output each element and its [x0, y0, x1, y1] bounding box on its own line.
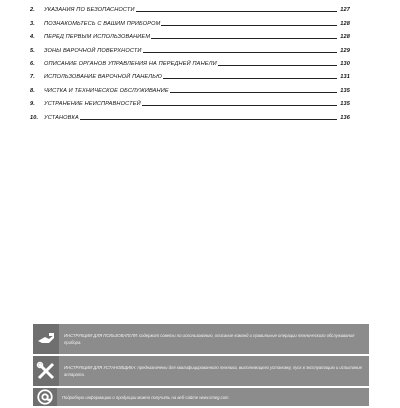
toc-page-number: 129	[340, 47, 350, 54]
toc-entry[interactable]	[30, 13, 350, 26]
toc-title: УСТАНОВКА	[44, 114, 79, 121]
user-instructions-note	[33, 324, 369, 354]
table-of-contents	[30, 0, 350, 121]
toc-leader-line	[80, 119, 337, 120]
installer-instructions-note	[33, 356, 369, 386]
user-hand-icon	[33, 324, 59, 354]
at-icon	[33, 388, 57, 406]
toc-number: 5.	[30, 47, 35, 54]
toc-number: 10.	[30, 114, 39, 121]
toc-page-number: 135	[340, 87, 350, 94]
toc-number: 4.	[30, 34, 35, 41]
toc-leader-line	[170, 92, 337, 93]
toc-leader-line	[218, 65, 337, 66]
toc-leader-line	[151, 38, 337, 39]
toc-title: ПОЗНАКОМЬТЕСЬ С ВАШИМ ПРИБОРОМ	[44, 20, 161, 27]
toc-leader-line	[142, 105, 337, 106]
toc-entry[interactable]	[30, 107, 350, 120]
info-text: ИНСТРУКЦИИ ДЛЯ ПОЛЬЗОВАТЕЛЯ: содержат советы по использованию, описание команд и правильные операции технического обслуживания прибора.	[64, 333, 355, 345]
toc-number: 2.	[30, 7, 35, 14]
toc-number: 8.	[30, 87, 35, 94]
toc-page-number: 131	[340, 74, 350, 81]
toc-leader-line	[136, 11, 337, 12]
toc-title: УКАЗАНИЯ ПО БЕЗОПАСНОСТИ	[44, 7, 135, 14]
toc-page-number: 130	[340, 60, 350, 67]
toc-leader-line	[143, 52, 337, 53]
toc-number: 7.	[30, 74, 35, 81]
toc-number: 6.	[30, 60, 35, 67]
toc-entry[interactable]	[30, 40, 350, 53]
toc-entry[interactable]	[30, 94, 350, 107]
toc-title: ЗОНЫ ВАРОЧНОЙ ПОВЕРХНОСТИ	[44, 47, 142, 54]
toc-page-number: 135	[340, 101, 350, 108]
info-text: ИНСТРУКЦИИ ДЛЯ УСТАНОВЩИКА: предназначены для квалифицированного техника, выполняющего установку, пуск в эксплуатацию и испытание аппарата.	[64, 365, 362, 377]
toc-entry[interactable]	[30, 27, 350, 40]
toc-page-number: 136	[340, 114, 350, 121]
toc-title: УСТРАНЕНИЕ НЕИСПРАВНОСТЕЙ	[44, 101, 141, 108]
toc-entry[interactable]	[30, 54, 350, 67]
toc-number: 3.	[30, 20, 35, 27]
toc-page-number: 127	[340, 7, 350, 14]
toc-title: ИСПОЛЬЗОВАНИЕ ВАРОЧНОЙ ПАНЕЛЬЮ	[44, 74, 162, 81]
toc-title: ПЕРЕД ПЕРВЫМ ИСПОЛЬЗОВАНИЕМ	[44, 34, 151, 41]
info-text: Подробную информацию о продукции можно получить на веб-сайте www.smeg.com	[62, 394, 229, 400]
toc-entry[interactable]	[30, 0, 350, 13]
toc-entry[interactable]	[30, 80, 350, 93]
website-note	[33, 388, 369, 406]
tools-icon	[33, 356, 59, 386]
toc-entry[interactable]	[30, 67, 350, 80]
toc-page-number: 128	[340, 20, 350, 27]
toc-page-number: 128	[340, 34, 350, 41]
toc-title: ОПИСАНИЕ ОРГАНОВ УПРАВЛЕНИЯ НА ПЕРЕДНЕЙ ПАНЕЛИ	[44, 60, 217, 67]
toc-title: ЧИСТКА И ТЕХНИЧЕСКОЕ ОБСЛУЖИВАНИЕ	[44, 87, 169, 94]
toc-number: 9.	[30, 101, 35, 108]
toc-leader-line	[163, 78, 337, 79]
info-panel	[33, 324, 369, 408]
toc-leader-line	[161, 25, 337, 26]
